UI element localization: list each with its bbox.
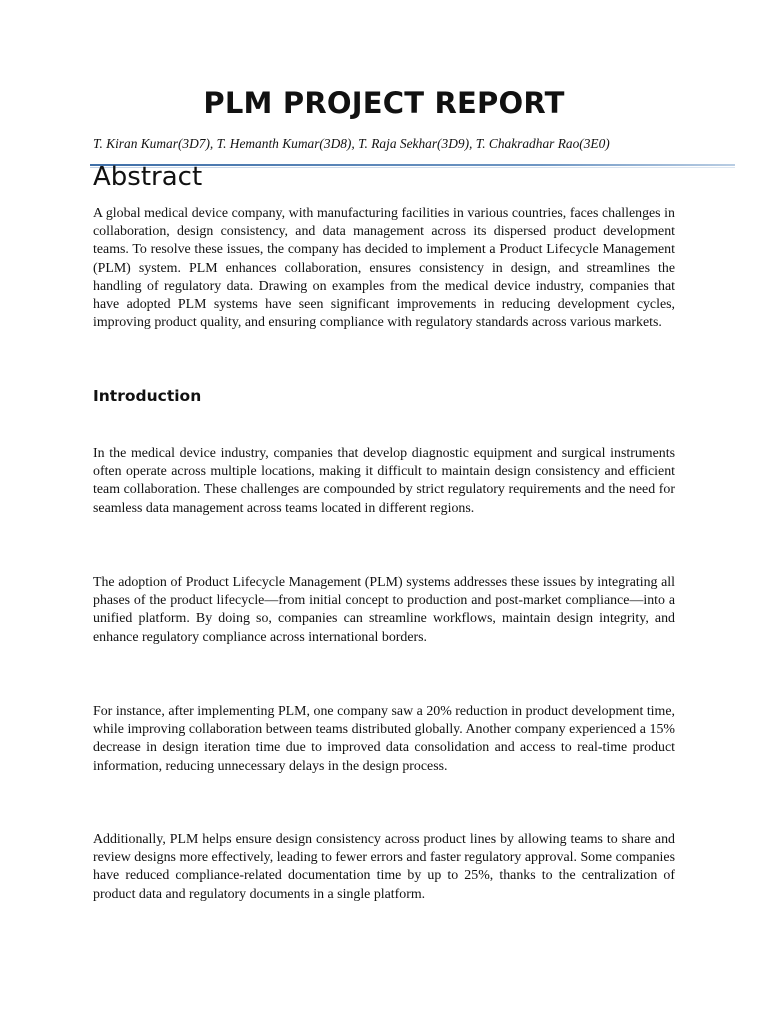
introduction-paragraph-2: The adoption of Product Lifecycle Management (PLM) systems addresses these issues by integrating all phases of the product lifecycle—from initial concept to production and post-market compliance—into a unified platform. By doing so, companies can streamline workflows, maintain design integrity, and enhance regulatory compliance across international borders.: [93, 575, 675, 645]
introduction-paragraph-1: In the medical device industry, companies that develop diagnostic equipment and surgical instruments often operate across multiple locations, making it difficult to maintain design consistency and efficient team collaboration. These challenges are compounded by strict regulatory requirements and the need for seamless data management across teams located in different regions.: [93, 446, 675, 516]
abstract-paragraph: A global medical device company, with manufacturing facilities in various countries, faces challenges in collaboration, design consistency, and data management across its dispersed product development teams. To resolve these issues, the company has decided to implement a Product Lifecycle Management (PLM) system. PLM enhances collaboration, ensures consistency in design, and streamlines the handling of regulatory data. Drawing on examples from the medical device industry, companies that have adopted PLM systems have seen significant improvements in reducing development cycles, improving product quality, and ensuring compliance with regulatory standards across various markets.: [93, 206, 675, 331]
introduction-paragraph-3: For instance, after implementing PLM, one company saw a 20% reduction in product development time, while improving collaboration between teams distributed globally. Another company experienced a 15% decrease in design iteration time due to improved data consolidation and access to real-time product information, reducing unnecessary delays in the design process.: [93, 704, 675, 774]
report-title: PLM PROJECT REPORT: [203, 86, 565, 120]
author-list: T. Kiran Kumar(3D7), T. Hemanth Kumar(3D8), T. Raja Sekhar(3D9), T. Chakradhar Rao(3E0): [93, 136, 610, 151]
abstract-heading: Abstract: [93, 162, 203, 192]
introduction-heading: Introduction: [93, 387, 202, 405]
introduction-paragraph-4: Additionally, PLM helps ensure design consistency across product lines by allowing teams to share and review designs more effectively, leading to fewer errors and faster regulatory approval. Some companies have reduced compliance-related documentation time by up to 25%, thanks to the centralization of product data and regulatory documents in a single platform.: [93, 832, 675, 902]
